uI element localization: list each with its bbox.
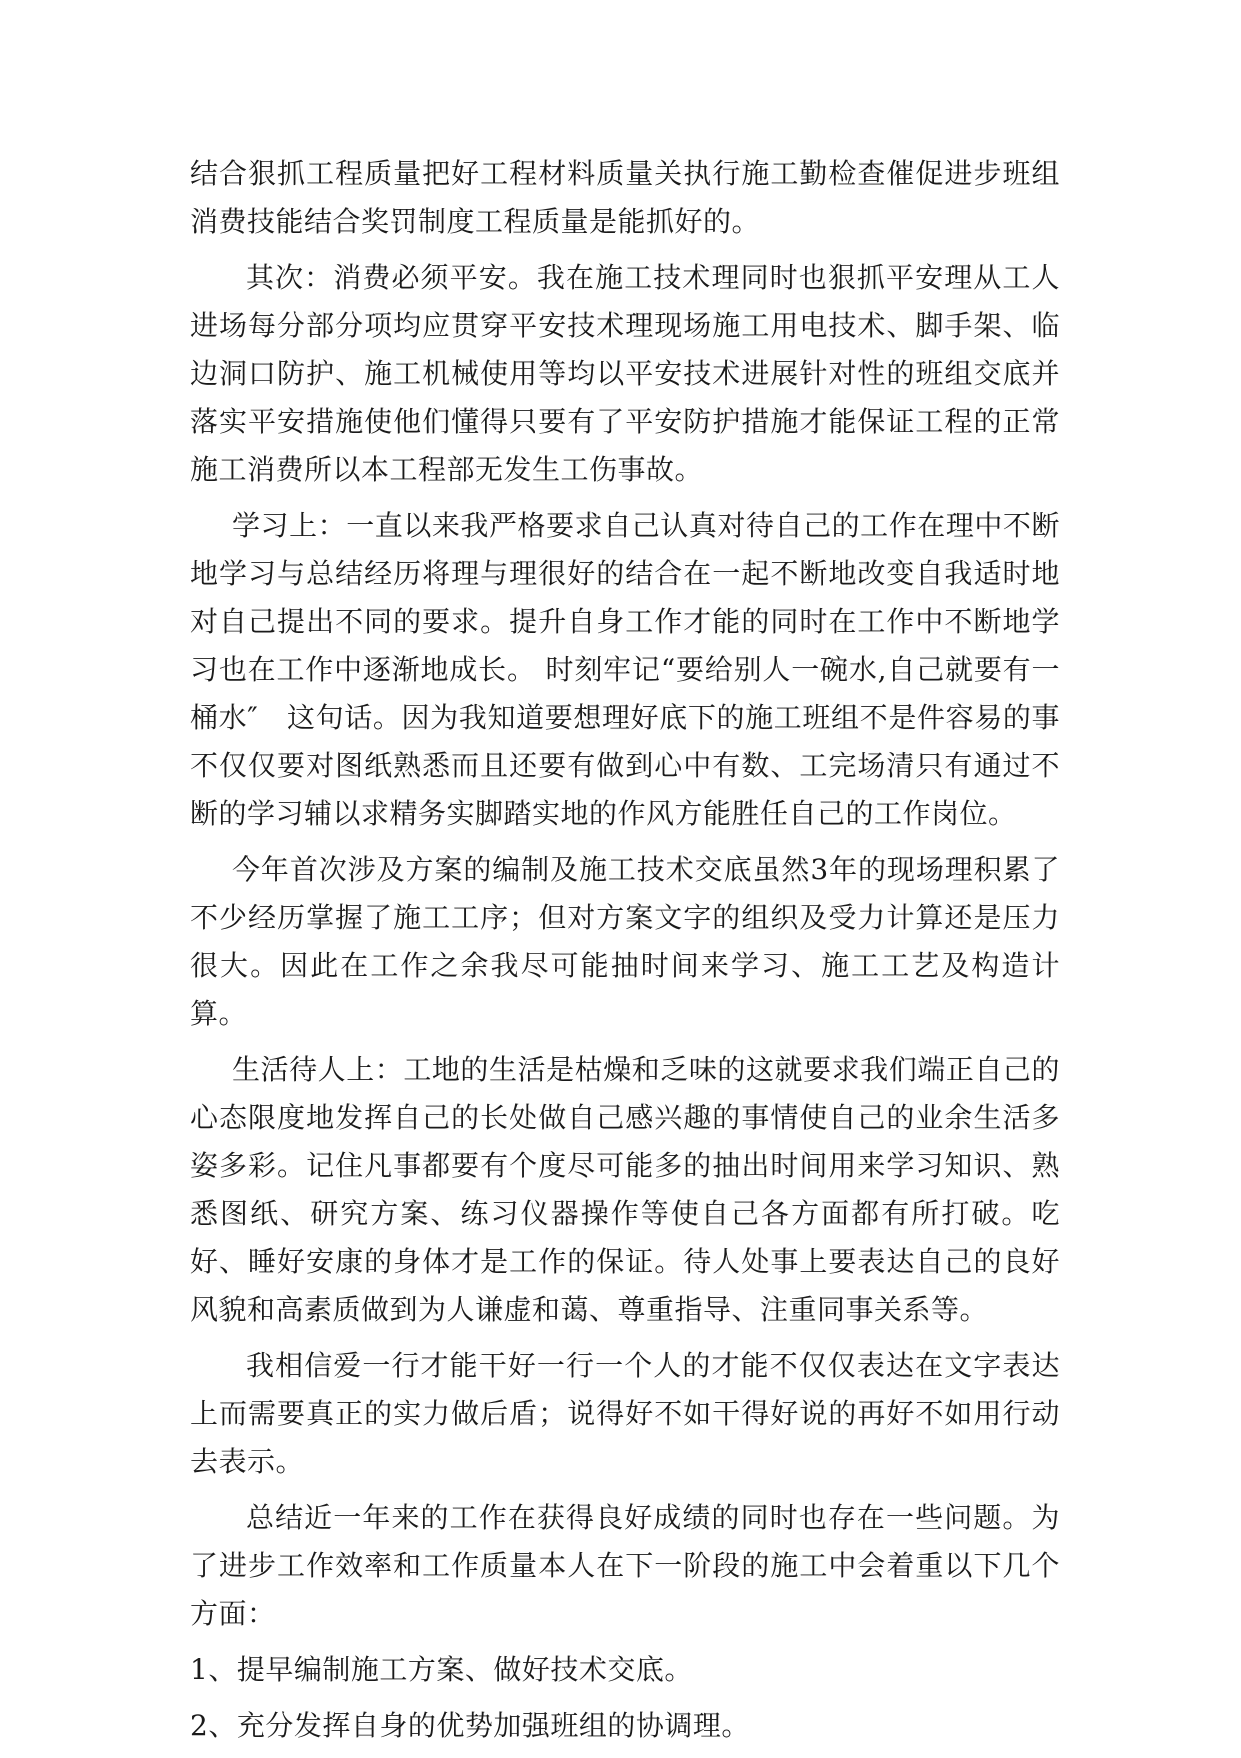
list-item-1: 1、提早编制施工方案、做好技术交底。 bbox=[190, 1653, 693, 1686]
paragraph-5: 生活待人上：工地的生活是枯燥和乏味的这就要求我们端正自己的心态限度地发挥自己的长处做自己感兴趣的事情使自己的业余生活多姿多彩。记住凡事都要有个度尽可能多的抽出时间用来学习知识、熟悉图纸、研究方案、练习仪器操作等使自己各方面都有所打破。吃好、睡好安康的身体才是工作的保证。待人处事上要表达自己的良好风貌和高素质做到为人谦虚和蔼、尊重指导、注重同事关系等。 bbox=[190, 1053, 1060, 1326]
document-page bbox=[190, 150, 1060, 1758]
paragraph-4: 今年首次涉及方案的编制及施工技术交底虽然3年的现场理积累了不少经历掌握了施工工序；但对方案文字的组织及受力计算还是压力很大。因此在工作之余我尽可能抽时间来学习、施工工艺及构造计算。 bbox=[190, 853, 1060, 1030]
list-item-2: 2、充分发挥自身的优势加强班组的协调理。 bbox=[190, 1709, 750, 1742]
paragraph-3: 学习上：一直以来我严格要求自己认真对待自己的工作在理中不断地学习与总结经历将理与理很好的结合在一起不断地改变自我适时地对自己提出不同的要求。提升自身工作才能的同时在工作中不断地学习也在工作中逐渐地成长。 时刻牢记“要给别人一碗水,自己就要有一桶水″ 这句话。因为我知道要想理好底下的施工班组不是件容易的事不仅仅要对图纸熟悉而且还要有做到心中有数、工完场清只有通过不断的学习辅以求精务实脚踏实地的作风方能胜任自己的工作岗位。 bbox=[190, 509, 1060, 830]
paragraph-7: 总结近一年来的工作在获得良好成绩的同时也存在一些问题。为了进步工作效率和工作质量本人在下一阶段的施工中会着重以下几个方面： bbox=[190, 1501, 1060, 1630]
paragraph-1: 结合狠抓工程质量把好工程材料质量关执行施工勤检查催促进步班组消费技能结合奖罚制度工程质量是能抓好的。 bbox=[190, 157, 1060, 238]
paragraph-2: 其次：消费必须平安。我在施工技术理同时也狠抓平安理从工人进场每分部分项均应贯穿平安技术理现场施工用电技术、脚手架、临边洞口防护、施工机械使用等均以平安技术进展针对性的班组交底并落实平安措施使他们懂得只要有了平安防护措施才能保证工程的正常施工消费所以本工程部无发生工伤事故。 bbox=[190, 261, 1060, 486]
paragraph-6: 我相信爱一行才能干好一行一个人的才能不仅仅表达在文字表达上而需要真正的实力做后盾；说得好不如干得好说的再好不如用行动去表示。 bbox=[190, 1349, 1060, 1478]
